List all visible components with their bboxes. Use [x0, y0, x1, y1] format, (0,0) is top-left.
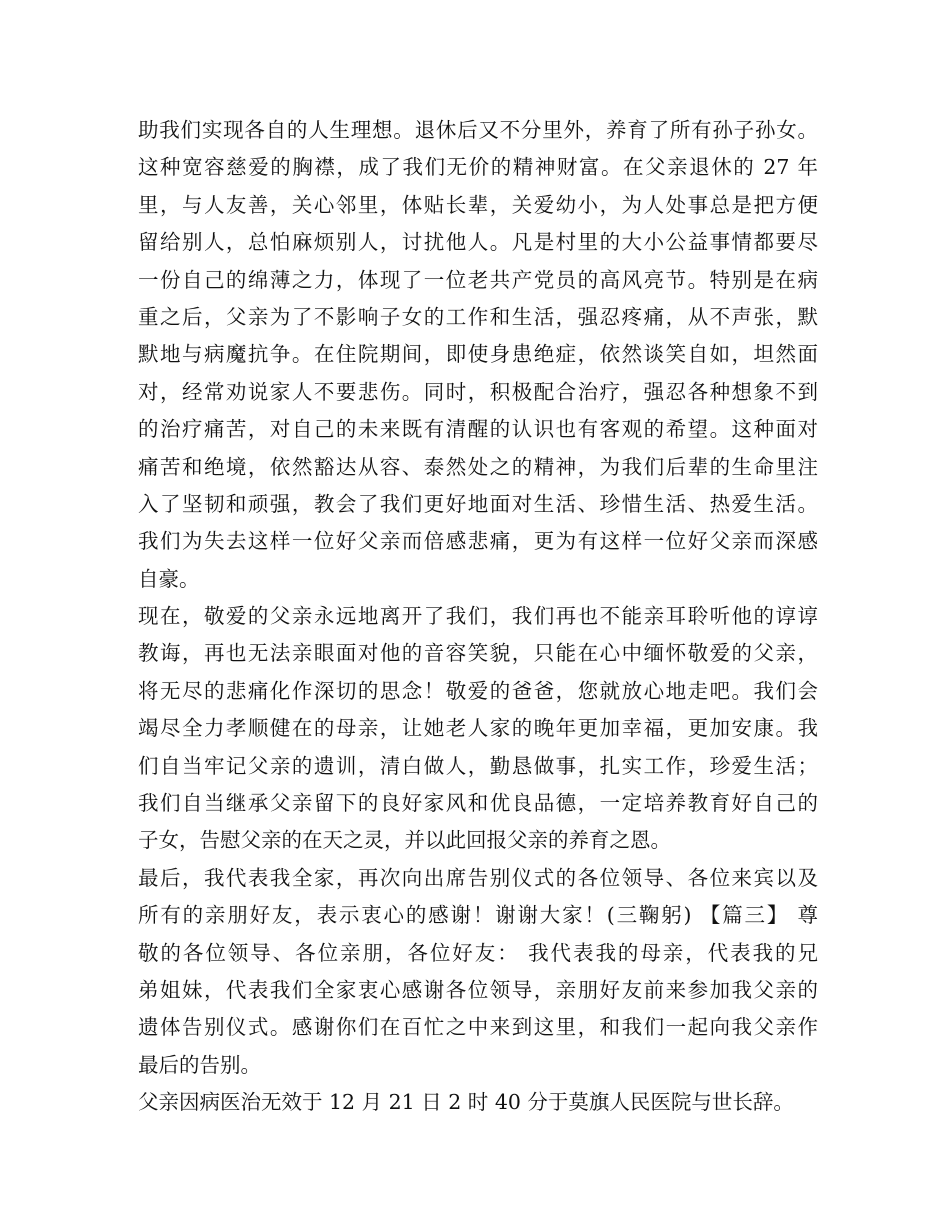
- text-line: 竭尽全力孝顺健在的母亲，让她老人家的晚年更加幸福，更加安康。我: [138, 716, 818, 741]
- text-line: 最后，我代表我全家，再次向出席告别仪式的各位领导、各位来宾以及: [138, 865, 818, 890]
- text-line: 将无尽的悲痛化作深切的思念！敬爱的爸爸，您就放心地走吧。我们会: [138, 678, 818, 703]
- text-line: 教诲，再也无法亲眼面对他的音容笑貌，只能在心中缅怀敬爱的父亲，: [138, 641, 818, 666]
- text-line: 这种宽容慈爱的胸襟，成了我们无价的精神财富。在父亲退休的 27 年: [138, 155, 818, 180]
- text-line: 现在，敬爱的父亲永远地离开了我们，我们再也不能亲耳聆听他的谆谆: [138, 604, 818, 629]
- text-line: 最后的告别。: [138, 1052, 261, 1077]
- text-line: 子女，告慰父亲的在天之灵，并以此回报父亲的养育之恩。: [138, 828, 671, 853]
- text-line: 我们自当继承父亲留下的良好家风和优良品德，一定培养教育好自己的: [138, 791, 818, 816]
- document-body: [138, 112, 818, 1122]
- text-line: 默地与病魔抗争。在住院期间，即使身患绝症，依然谈笑自如，坦然面: [138, 342, 818, 367]
- text-line: 父亲因病医治无效于 12 月 21 日 2 时 40 分于莫旗人民医院与世长辞。: [138, 1090, 794, 1115]
- text-line: 留给别人，总怕麻烦别人，讨扰他人。凡是村里的大小公益事情都要尽: [138, 230, 818, 255]
- text-line: 遗体告别仪式。感谢你们在百忙之中来到这里，和我们一起向我父亲作: [138, 1015, 818, 1040]
- text-line: 的治疗痛苦，对自己的未来既有清醒的认识也有客观的希望。这种面对: [138, 417, 818, 442]
- text-line: 弟姐妹，代表我们全家衷心感谢各位领导，亲朋好友前来参加我父亲的: [138, 977, 818, 1002]
- text-line: 痛苦和绝境，依然豁达从容、泰然处之的精神，为我们后辈的生命里注: [138, 454, 818, 479]
- text-line: 敬的各位领导、各位亲朋，各位好友： 我代表我的母亲，代表我的兄: [138, 940, 818, 965]
- text-line: 入了坚韧和顽强，教会了我们更好地面对生活、珍惜生活、热爱生活。: [138, 491, 818, 516]
- text-line: 自豪。: [138, 566, 200, 591]
- text-line: 助我们实现各自的人生理想。退休后又不分里外，养育了所有孙子孙女。: [138, 118, 818, 142]
- text-line: 重之后，父亲为了不影响子女的工作和生活，强忍疼痛，从不声张，默: [138, 304, 818, 329]
- text-line: 对，经常劝说家人不要悲伤。同时，积极配合治疗，强忍各种想象不到: [138, 379, 818, 404]
- text-line: 一份自己的绵薄之力，体现了一位老共产党员的高风亮节。特别是在病: [138, 267, 818, 292]
- text-line: 里，与人友善，关心邻里，体贴长辈，关爱幼小，为人处事总是把方便: [138, 192, 818, 217]
- text-line: 们自当牢记父亲的遗训，清白做人，勤恳做事，扎实工作，珍爱生活；: [138, 753, 818, 778]
- text-line: 我们为失去这样一位好父亲而倍感悲痛，更为有这样一位好父亲而深感: [138, 529, 818, 554]
- text-line: 所有的亲朋好友，表示衷心的感谢！谢谢大家！(三鞠躬) 【篇三】 尊: [138, 903, 818, 928]
